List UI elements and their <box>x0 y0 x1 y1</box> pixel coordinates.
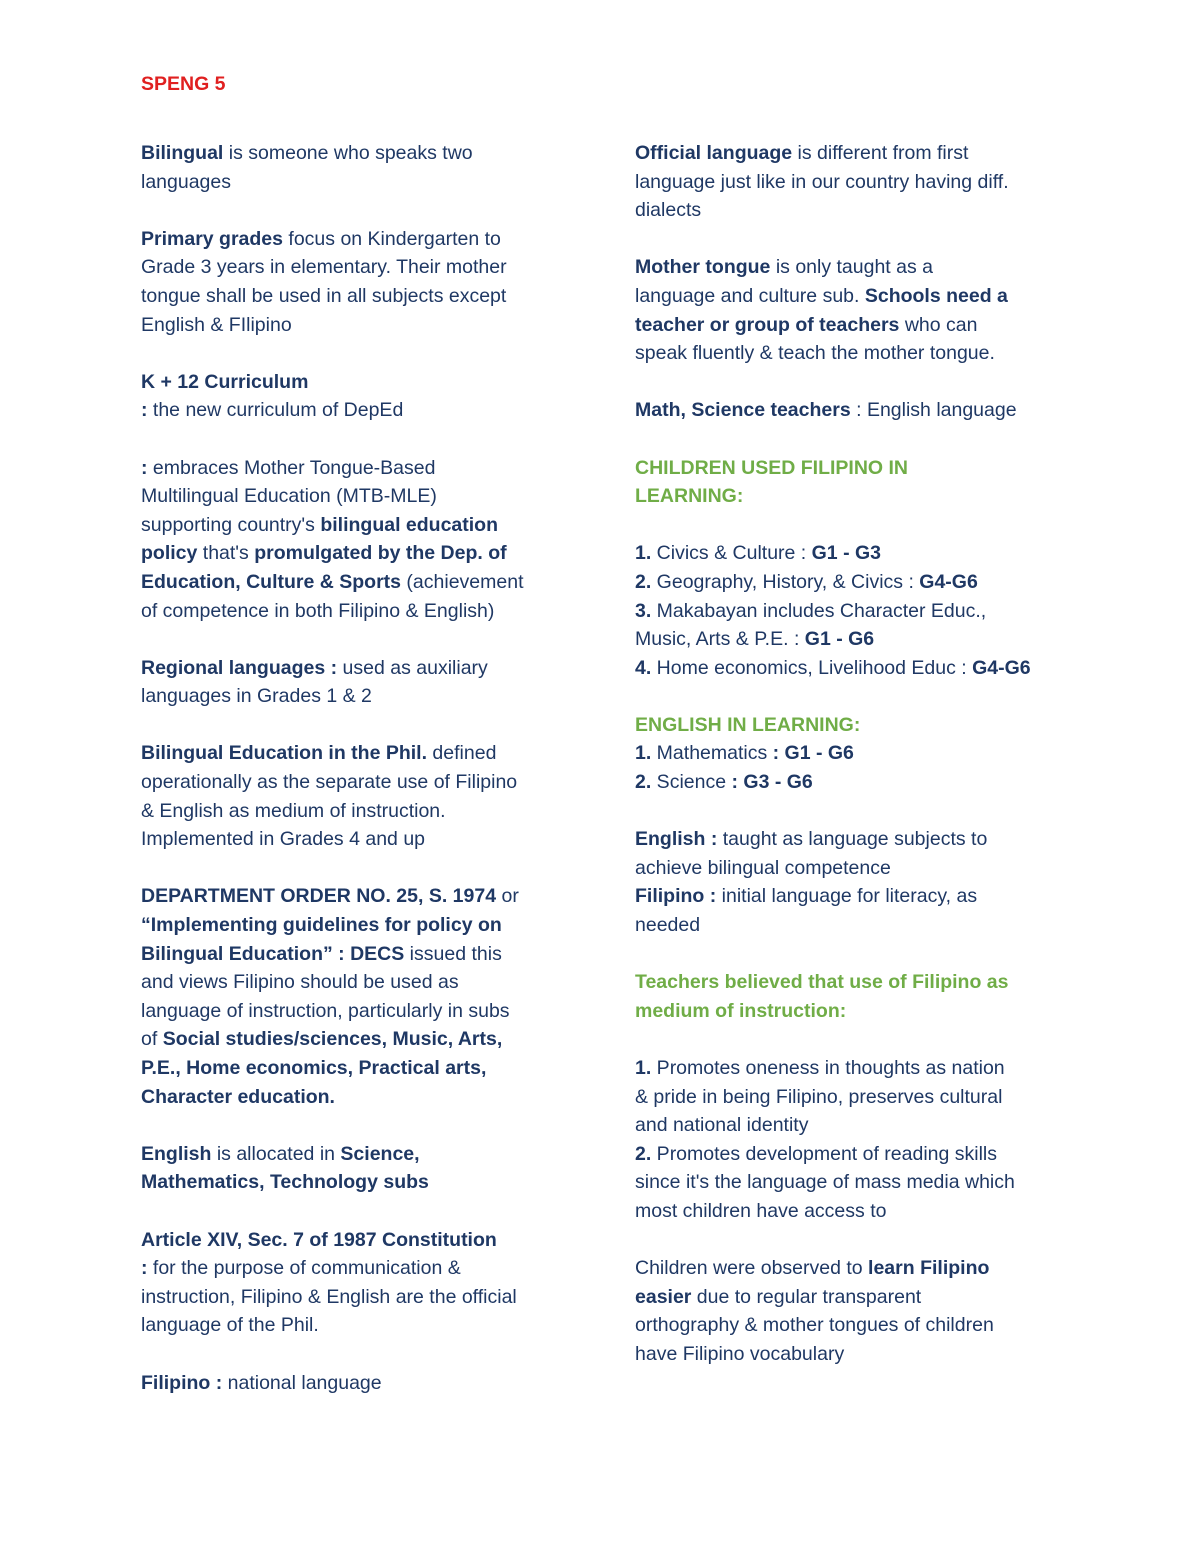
heading: medium of instruction: <box>635 999 847 1022</box>
text: instruction, Filipino & English are the official <box>141 1285 517 1308</box>
english-filipino-defs <box>635 825 1075 939</box>
item-number: 1. <box>635 542 652 565</box>
item-text: since it's the language of mass media which <box>635 1171 1015 1194</box>
item-text: Mathematics <box>651 742 773 765</box>
text: languages <box>141 170 231 193</box>
term: Character education. <box>141 1085 335 1108</box>
text: achieve bilingual competence <box>635 856 891 879</box>
term: teacher or group of teachers <box>635 313 900 336</box>
term: DEPARTMENT ORDER NO. 25, S. 1974 <box>141 885 497 908</box>
item-text: most children have access to <box>635 1199 887 1222</box>
text: orthography & mother tongues of children <box>635 1314 994 1337</box>
colon: : <box>141 399 148 422</box>
heading: CHILDREN USED FILIPINO IN <box>635 456 909 479</box>
term: Regional languages : <box>141 656 338 679</box>
heading: LEARNING: <box>635 485 744 508</box>
text: needed <box>635 914 701 937</box>
text: issued this <box>404 942 502 965</box>
regional-languages <box>141 654 581 711</box>
list-item <box>635 597 1075 626</box>
text: language and culture sub. <box>635 284 865 307</box>
term: Mother tongue <box>635 256 771 279</box>
item-number: 2. <box>635 570 652 593</box>
list-item <box>635 1140 1075 1169</box>
term: English <box>141 1142 212 1165</box>
item-text: Civics & Culture : <box>651 542 812 565</box>
term: Science, <box>340 1142 420 1165</box>
children-filipino-list <box>635 539 1075 682</box>
item-text: & pride in being Filipino, preserves cultural <box>635 1085 1003 1108</box>
colon: : <box>141 1257 148 1280</box>
term: promulgated by the Dep. of <box>254 542 507 565</box>
primary-grades-definition <box>141 225 581 339</box>
text: dialects <box>635 199 702 222</box>
text: language just like in our country having diff. <box>635 170 1009 193</box>
term: Social studies/sciences, Music, Arts, <box>162 1028 503 1051</box>
term: Filipino : <box>141 1371 223 1394</box>
text: used as auxiliary <box>337 656 488 679</box>
term: Schools need a <box>864 284 1008 307</box>
item-number: 3. <box>635 599 652 622</box>
text: tongue shall be used in all subjects except <box>141 284 507 307</box>
list-item <box>635 1054 1075 1083</box>
item-text: Promotes oneness in thoughts as nation <box>651 1057 1005 1079</box>
math-science-teachers <box>635 396 1075 425</box>
text: for the purpose of communication & <box>147 1257 461 1280</box>
heading: Teachers believed that use of Filipino as <box>635 971 1009 994</box>
item-text: Makabayan includes Character Educ., <box>651 599 987 622</box>
term: Bilingual Education” : DECS <box>141 942 405 965</box>
mtb-mle-definition <box>141 454 581 626</box>
term: Primary grades <box>141 227 283 250</box>
text: defined <box>427 742 497 765</box>
text: operationally as the separate use of Filipino <box>141 771 518 794</box>
item-text: and national identity <box>635 1114 809 1137</box>
heading: K + 12 Curriculum <box>141 370 309 393</box>
item-text: Music, Arts & P.E. : <box>635 628 805 651</box>
text: national language <box>222 1371 382 1394</box>
text: English & FIlipino <box>141 313 292 336</box>
colon: : <box>141 456 148 479</box>
item-number: 2. <box>635 771 652 794</box>
heading: ENGLISH IN LEARNING: <box>635 713 861 736</box>
term: English : <box>635 828 718 851</box>
children-observed <box>635 1254 1075 1368</box>
term: P.E., Home economics, Practical arts, <box>141 1057 487 1079</box>
text: is only taught as a <box>770 256 934 279</box>
teachers-list <box>635 1054 1075 1226</box>
item-grade: G4-G6 <box>919 570 978 593</box>
text: of competence in both Filipino & English) <box>141 599 495 622</box>
list-item <box>635 568 1075 597</box>
k12-curriculum <box>141 368 581 425</box>
term: Official language <box>635 142 793 164</box>
official-language <box>635 139 1075 225</box>
text: language of the Phil. <box>141 1314 319 1337</box>
english-learning <box>635 711 1075 797</box>
department-order <box>141 882 581 1111</box>
item-grade: G4-G6 <box>972 656 1031 679</box>
text: embraces Mother Tongue-Based <box>147 456 436 479</box>
item-text: Science <box>651 771 732 794</box>
text: Multilingual Education (MTB-MLE) <box>141 485 437 508</box>
term: bilingual education <box>320 513 498 536</box>
item-number: 2. <box>635 1142 652 1165</box>
item-grade: G1 - G6 <box>804 628 875 651</box>
term: “Implementing guidelines for policy on <box>141 914 502 937</box>
english-allocation <box>141 1140 581 1197</box>
text: (achievement <box>401 570 524 593</box>
text: is different from first <box>792 142 969 164</box>
list-item <box>635 768 1075 797</box>
text: due to regular transparent <box>691 1285 922 1308</box>
text: & English as medium of instruction. <box>141 799 446 822</box>
term: learn Filipino <box>868 1257 990 1280</box>
bilingual-education-phil <box>141 739 581 853</box>
term: Mathematics, Technology subs <box>141 1171 429 1194</box>
bilingual-definition <box>141 139 581 196</box>
item-grade: : G3 - G6 <box>731 771 813 794</box>
text: focus on Kindergarten to <box>283 227 501 250</box>
text: who can <box>899 313 978 336</box>
item-grade: G1 - G3 <box>811 542 881 565</box>
term: easier <box>635 1285 692 1308</box>
text: languages in Grades 1 & 2 <box>141 685 372 708</box>
text: is allocated in <box>211 1142 341 1165</box>
term: Math, Science teachers <box>635 399 851 422</box>
item-number: 1. <box>635 742 652 765</box>
item-text: Home economics, Livelihood Educ : <box>651 656 973 679</box>
item-number: 4. <box>635 656 652 679</box>
text: have Filipino vocabulary <box>635 1342 845 1365</box>
text: Grade 3 years in elementary. Their mother <box>141 256 507 279</box>
children-filipino-heading <box>635 454 1075 511</box>
term: Education, Culture & Sports <box>141 570 402 593</box>
term: policy <box>141 542 198 565</box>
item-text: Promotes development of reading skills <box>651 1142 998 1165</box>
list-item <box>635 539 1075 568</box>
left-column <box>141 139 581 1397</box>
list-item-continued <box>635 625 1075 654</box>
text: that's <box>197 542 255 565</box>
mother-tongue <box>635 253 1075 367</box>
text: the new curriculum of DepEd <box>147 399 404 422</box>
document-title: SPENG 5 <box>141 73 226 95</box>
text: language of instruction, particularly in subs <box>141 999 510 1022</box>
text: or <box>496 885 519 908</box>
text: Children were observed to <box>635 1257 869 1280</box>
item-text: Geography, History, & Civics : <box>651 570 920 593</box>
term: Filipino : <box>635 885 717 908</box>
text: initial language for literacy, as <box>716 885 978 908</box>
term: Bilingual Education in the Phil. <box>141 742 428 765</box>
article-xiv <box>141 1226 581 1340</box>
term: Bilingual <box>141 142 224 164</box>
text: : English language <box>850 399 1017 422</box>
text: supporting country's <box>141 513 321 536</box>
heading: Article XIV, Sec. 7 of 1987 Constitution <box>141 1228 497 1251</box>
text: Implemented in Grades 4 and up <box>141 828 426 851</box>
right-column <box>635 139 1075 1369</box>
item-grade: : G1 - G6 <box>772 742 854 765</box>
teachers-heading <box>635 968 1075 1025</box>
item-number: 1. <box>635 1057 652 1079</box>
list-item <box>635 654 1075 683</box>
text: is someone who speaks two <box>223 142 473 164</box>
text: taught as language subjects to <box>717 828 988 851</box>
filipino-national <box>141 1369 581 1398</box>
text: speak fluently & teach the mother tongue. <box>635 342 995 365</box>
list-item <box>635 739 1075 768</box>
text: and views Filipino should be used as <box>141 971 459 994</box>
text: of <box>141 1028 163 1051</box>
